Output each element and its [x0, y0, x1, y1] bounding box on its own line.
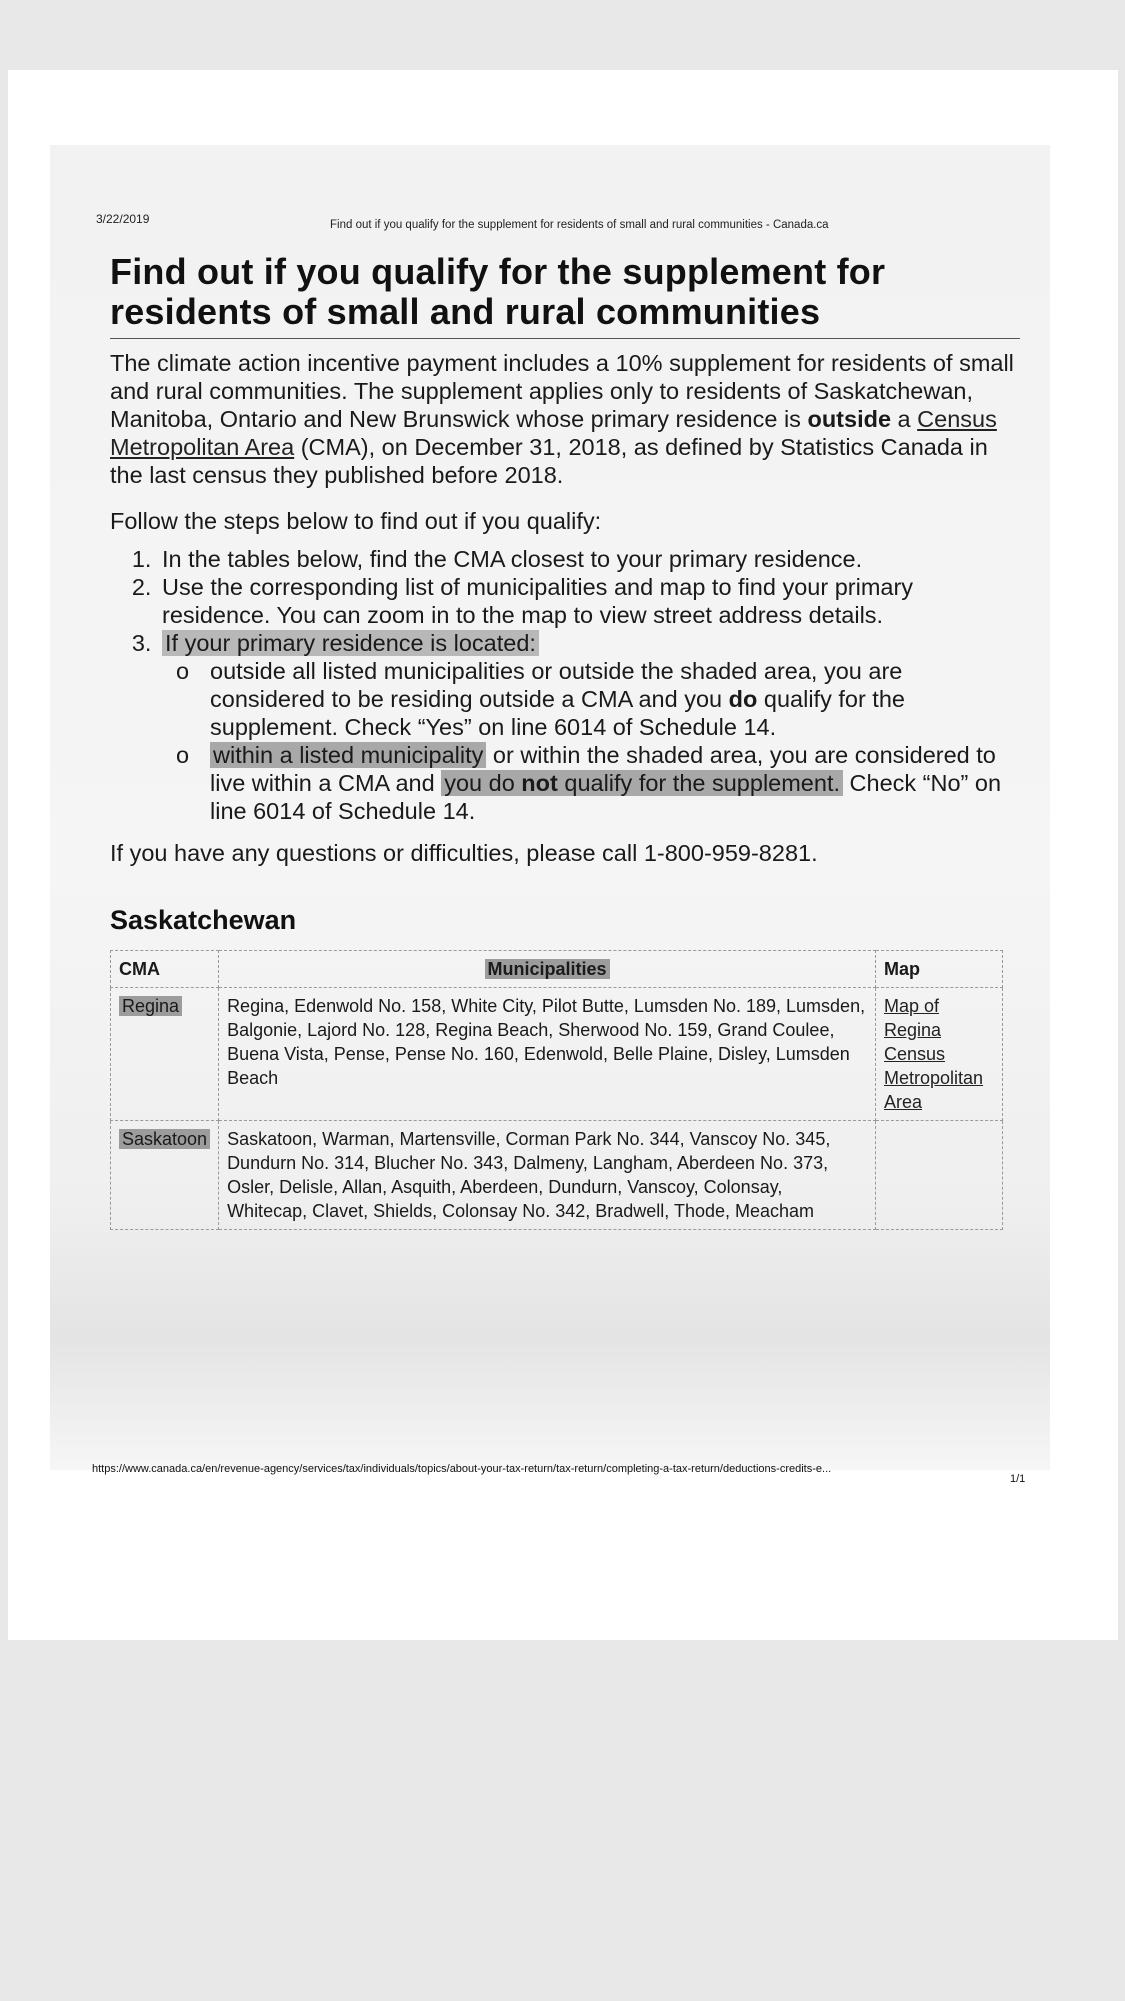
intro-paragraph: [110, 349, 1020, 489]
step-1: 1. In the tables below, find the CMA closest to your primary residence.: [158, 545, 1020, 573]
sub1-text-1: outside all listed municipalities or outside the shaded area, you are considered to be residing outside a CMA and you: [210, 658, 903, 712]
bullet-glyph: o: [176, 658, 190, 684]
intro-outside-bold: outside: [807, 406, 892, 432]
cma-cell: [111, 1121, 219, 1230]
step-2: 2. Use the corresponding list of municipalities and map to find your primary residence. You can zoom in to the map to view street address details.: [158, 573, 1020, 629]
follow-steps-text: Follow the steps below to find out if you qualify:: [110, 508, 602, 534]
section-title: Saskatchewan: [110, 905, 297, 935]
municipalities-cell: Regina, Edenwold No. 158, White City, Pilot Butte, Lumsden No. 189, Lumsden, Balgonie, Lajord No. 128, Regina Beach, Sherwood No. 159, Grand Coulee, Buena Vista, Pense, Pense No. 160, Edenwold, Belle Plaine, Disley, Lumsden Beach: [219, 988, 876, 1121]
table-header-row: [111, 951, 1003, 988]
title-divider: [110, 338, 1020, 339]
sub2-text-1: or within the shaded area, you are considered to live within a CMA and: [210, 742, 996, 796]
step-3: [158, 629, 1020, 825]
map-cell: [876, 988, 1003, 1121]
sub2-highlight-2: [441, 770, 843, 796]
sub2-text-2: Check “No” on line 6014 of Schedule 14.: [210, 770, 1002, 824]
step-3-highlight: If your primary residence is located:: [162, 630, 539, 656]
steps-list: [110, 545, 1020, 825]
bullet-glyph: o: [176, 742, 190, 768]
document-content: [110, 252, 1020, 1230]
header-cma: CMA: [111, 951, 219, 988]
header-municipalities: [219, 951, 876, 988]
cma-name: Saskatoon: [119, 1129, 210, 1149]
sub2-bold: not: [521, 770, 558, 796]
sub-bullets: [162, 657, 1020, 825]
print-page-title: Find out if you qualify for the supplement for residents of small and rural communities - Canada.ca: [330, 219, 829, 231]
intro-text-1: The climate action incentive payment includes a 10% supplement for residents of small and rural communities. The supplement applies only to residents of Saskatchewan, Manitoba, Ontario and New Brunswick whose primary residence is: [110, 350, 1014, 432]
cma-name: Regina: [119, 996, 182, 1016]
table-row: [111, 1121, 1003, 1230]
intro-text-2: a: [891, 406, 918, 432]
sub2-highlight-1: within a listed municipality: [210, 742, 486, 768]
sub2-hl-text-2: qualify for the supplement.: [557, 770, 841, 796]
table-row: [111, 988, 1003, 1121]
sub1-text-2: qualify for the supplement. Check “Yes” on line 6014 of Schedule 14.: [210, 686, 905, 740]
cma-link[interactable]: Census Metropolitan Area: [110, 406, 997, 460]
print-page-number: 1/1: [1010, 1473, 1026, 1485]
sub2-hl-text-1: you do: [444, 770, 522, 796]
page-title: Find out if you qualify for the supplement for residents of small and rural communities: [110, 251, 886, 332]
print-footer-url: https://www.canada.ca/en/revenue-agency/services/tax/individuals/topics/about-your-tax-return/tax-return/completing-a-tax-return/deductions-credits-e...: [92, 1463, 832, 1475]
cma-cell: [111, 988, 219, 1121]
municipalities-cell: Saskatoon, Warman, Martensville, Corman Park No. 344, Vanscoy No. 345, Dundurn No. 314, Blucher No. 343, Dalmeny, Langham, Aberdeen No. 373, Osler, Delisle, Allan, Asquith, Aberdeen, Dundurn, Vanscoy, Colonsay, Whitecap, Clavet, Shields, Colonsay No. 342, Bradwell, Thode, Meacham: [219, 1121, 876, 1230]
map-link[interactable]: Map of Regina Census Metropolitan Area: [884, 996, 984, 1112]
print-date: 3/22/2019: [96, 212, 150, 226]
sub-bullet-outside: [176, 657, 1020, 741]
cma-table: [110, 950, 1003, 1230]
intro-text-3: (CMA), on December 31, 2018, as defined by Statistics Canada in the last census they published before 2018.: [110, 434, 988, 488]
contact-text: If you have any questions or difficulties, please call 1-800-959-8281.: [110, 840, 818, 866]
sub-bullet-within: [176, 741, 1020, 825]
sub1-bold: do: [728, 686, 758, 712]
header-municipalities-label: Municipalities: [485, 959, 610, 979]
map-cell: [876, 1121, 1003, 1230]
header-map: Map: [876, 951, 1003, 988]
